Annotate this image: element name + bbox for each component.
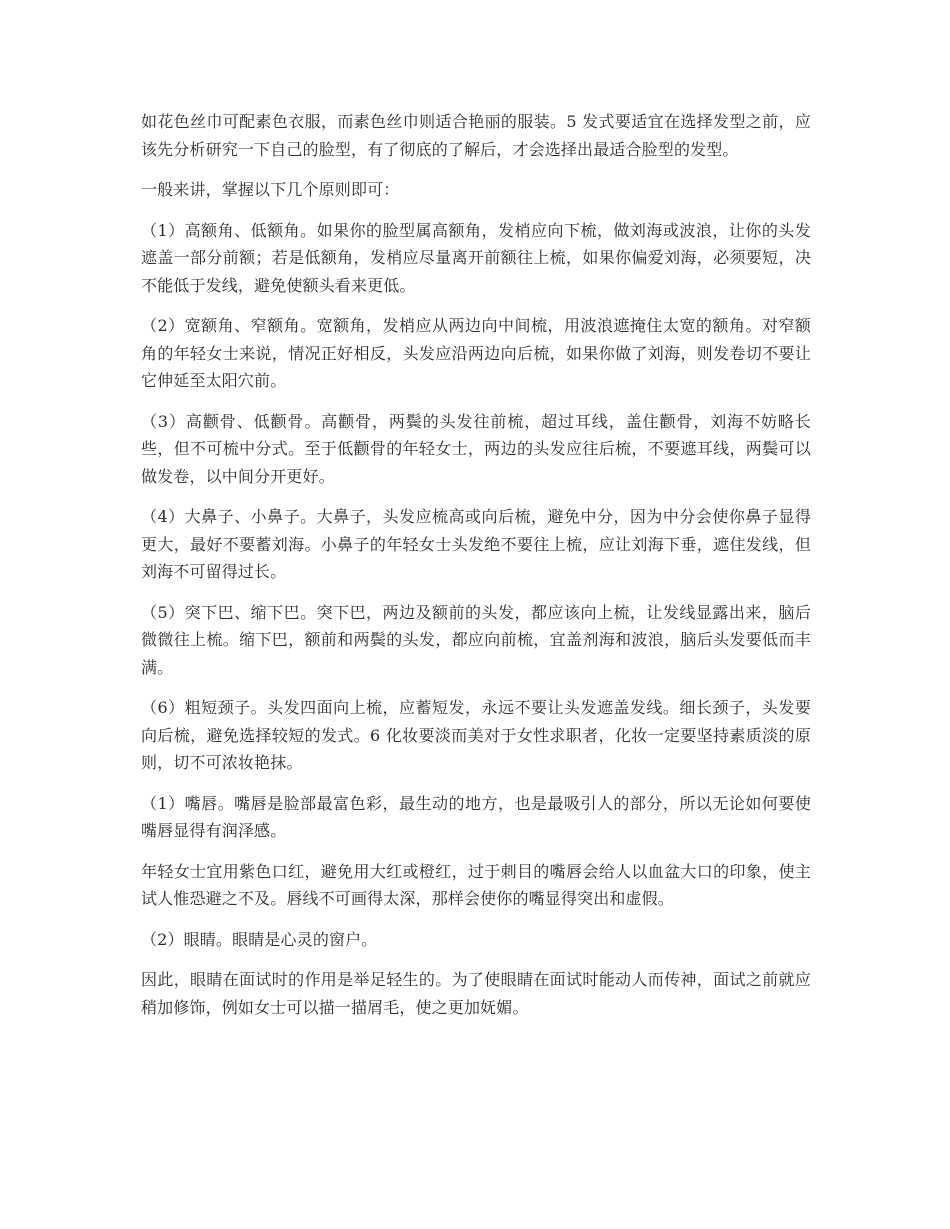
paragraph-principles-intro: 一般来讲，掌握以下几个原则即可： (141, 180, 400, 199)
paragraph-forehead-height: （1）高额角、低额角。如果你的脸型属高额角，发梢应向下梳，做刘海或波浪，让你的头发遮盖一部分前额；若是低额角，发梢应尽量离开前额往上梳，如果你偏爱刘海，必须要短，决不能低于发线，避免使额头看来更低。 (141, 220, 811, 295)
paragraph-eye-makeup: 因此，眼睛在面试时的作用是举足轻生的。为了使眼睛在面试时能动人而传神，面试之前就应稍加修饰，例如女士可以描一描屑毛，使之更加妩媚。 (141, 970, 811, 1017)
document-body (141, 108, 811, 1034)
paragraph-nose: （4）大鼻子、小鼻子。大鼻子，头发应梳高或向后梳，避免中分，因为中分会使你鼻子显得更大，最好不要蓄刘海。小鼻子的年轻女士头发绝不要往上梳，应让刘海下垂，遮住发线，但刘海不可留得过长。 (141, 507, 811, 581)
paragraph-scarf-and-hairstyle: 如花色丝巾可配素色衣服，而素色丝巾则适合艳丽的服装。5 发式要适宜在选择发型之前，应该先分析研究一下自己的脸型，有了彻底的了解后，才会选择出最适合脸型的发型。 (141, 112, 811, 159)
paragraph-eyes: （2）眼睛。眼睛是心灵的窗户。 (141, 929, 378, 949)
paragraph-lips: （1）嘴唇。嘴唇是脸部最富色彩，最生动的地方，也是最吸引人的部分，所以无论如何要使嘴唇显得有润泽感。 (141, 793, 811, 840)
paragraph-chin: （5）突下巴、缩下巴。突下巴，两边及额前的头发，都应该向上梳，让发线显露出来，脑后微微往上梳。缩下巴，额前和两鬓的头发，都应向前梳，宜盖剂海和波浪，脑后头发要低而丰满。 (141, 602, 811, 677)
paragraph-forehead-width: （2）宽额角、窄额角。宽额角，发梢应从两边向中间梳，用波浪遮掩住太宽的额角。对窄额角的年轻女士来说，情况正好相反，头发应沿两边向后梳，如果你做了刘海，则发卷切不要让它伸延至太阳穴前。 (141, 316, 811, 390)
paragraph-cheekbones: （3）高颧骨、低颧骨。高颧骨，两鬓的头发往前梳，超过耳线，盖住颧骨，刘海不妨略长些，但不可梳中分式。至于低颧骨的年轻女士，两边的头发应往后梳，不要遮耳线，两鬓可以做发卷，以中间分开更好。 (141, 411, 811, 486)
paragraph-neck-and-makeup: （6）粗短颈子。头发四面向上梳，应蓄短发，永远不要让头发遮盖发线。细长颈子，头发要向后梳，避免选择较短的发式。6 化妆要淡而美对于女性求职者，化妆一定要坚持素质淡的原则，切不可浓妆艳抹。 (141, 698, 811, 772)
paragraph-lipstick: 年轻女士宜用紫色口红，避免用大红或橙红，过于刺目的嘴唇会给人以血盆大口的印象，使主试人惟恐避之不及。唇线不可画得太深，那样会使你的嘴显得突出和虚假。 (141, 861, 811, 908)
